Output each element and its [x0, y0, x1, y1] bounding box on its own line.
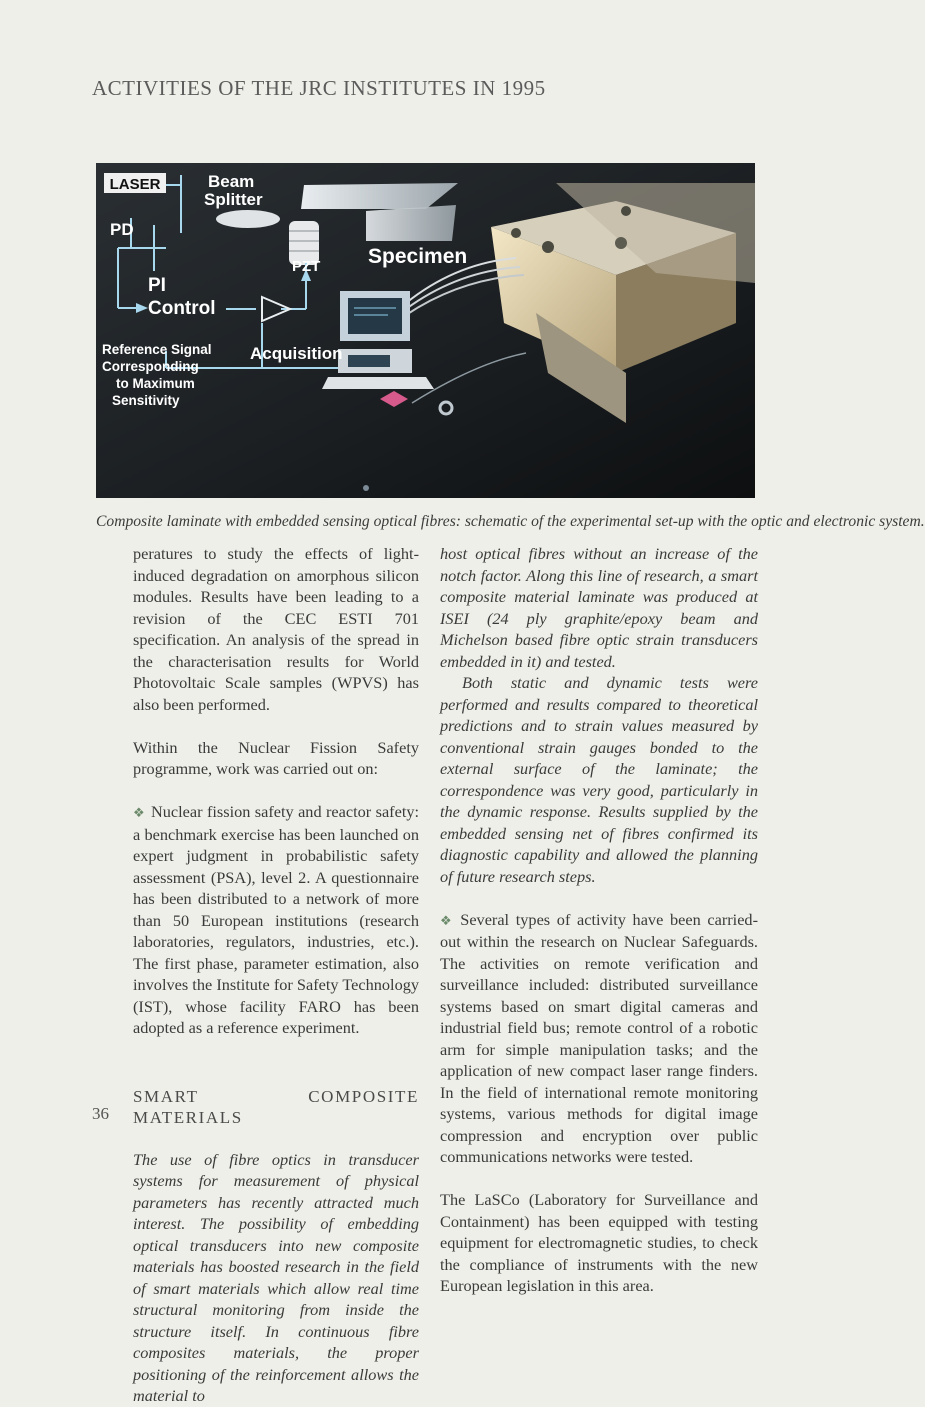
reference-signal-line-3: to Maximum: [116, 376, 195, 391]
pzt-label: PZT: [292, 258, 321, 275]
control-label: Control: [148, 298, 216, 319]
figure-caption: Composite laminate with embedded sensing optical fibres: schematic of the experimental set-up with the optic and electronic system.: [96, 513, 925, 530]
diamond-bullet-icon: ❖: [440, 912, 455, 928]
left-bullet-item: [133, 801, 419, 1039]
right-bullet-text: Several types of activity have been carried-out within the research on Nuclear Safeguards. The activities on remote verification and surveillance included: distributed surveillance systems based on smart digital cameras and industrial field bus; remote control of a robotic arm for simple manipulation tasks; and the application of new compact laser range finders. In the field of international remote monitoring systems, various methods for digital image compression and encryption over public communications networks were tested.: [440, 909, 758, 1166]
left-paragraph-2: Within the Nuclear Fission Safety programme, work was carried out on:: [133, 737, 419, 778]
left-bullet-text: Nuclear fission safety and reactor safety: a benchmark exercise has been launched on expert judgment in probabilistic safety assessment (PSA), level 2. A questionnaire has been distributed to a network of more than 50 European institutions (research laboratories, regulators, industries, etc.). The first phase, parameter estimation, also involves the Institute for Safety Technology (IST), whose facility FARO has been adopted as a reference experiment.: [133, 802, 420, 1037]
left-column: [133, 543, 419, 1407]
experimental-setup-figure: [96, 163, 755, 498]
section-heading: SMART COMPOSITE MATERIALS: [133, 1086, 419, 1127]
splitter-lens: [216, 210, 280, 228]
fibre-coupler-plate: [366, 205, 456, 241]
pd-label: PD: [110, 220, 134, 239]
beam-label: Beam: [208, 172, 255, 191]
laser-label: LASER: [109, 176, 161, 193]
left-paragraph-3: The use of fibre optics in transducer systems for measurement of physical parameters has recently attracted much interest. The possibility of embedding optical transducers into new composite materials has boosted research in the field of smart materials which allow real time structural monitoring from inside the structure itself. In continuous fibre composites materials, the proper positioning of the reinforcement allows the material to: [133, 1149, 419, 1405]
right-paragraph-1: host optical fibres without an increase of the notch factor. Along this line of research, a smart composite material laminate was produced at ISEI (24 ply graphite/epoxy beam and Michelson based fibre optic strain transducers embedded in it) and tested.: [440, 544, 758, 671]
diamond-bullet-icon: ❖: [133, 805, 146, 820]
reference-signal-line-1: Reference Signal: [102, 342, 212, 357]
reference-signal-line-2: Corresponding: [102, 359, 199, 374]
acquisition-label: Acquisition: [250, 344, 343, 363]
right-column: [440, 543, 758, 1297]
setup-schematic: [96, 163, 755, 498]
page-number: 36: [92, 1104, 109, 1123]
reference-signal-line-4: Sensitivity: [112, 393, 180, 408]
right-paragraph-3: The LaSCo (Laboratory for Surveillance and Containment) has been equipped with testing equipment for electromagnetic studies, to check the compliance of instruments with the new European legislation in this area.: [440, 1190, 758, 1295]
pi-label: PI: [148, 275, 166, 296]
left-paragraph-1: peratures to study the effects of light-induced degradation on amorphous silicon modules. Results have been leading to a revision of the CEC ESTI 701 specification. An analysis of the spread in the characterisation results for World Photovoltaic Scale samples (WPVS) has also been performed.: [133, 544, 419, 714]
running-header: ACTIVITIES OF THE JRC INSTITUTES IN 1995: [92, 76, 546, 100]
specimen-label: Specimen: [368, 245, 468, 268]
splitter-label: Splitter: [204, 190, 263, 209]
right-paragraph-2: Both static and dynamic tests were performed and results compared to theoretical predictions and to strain values measured by conventional strain gauges bonded to the external surface of the laminate; the correspondence was very good, particularly in the dynamic response. Results supplied by the embedded sensing net of fibres confirmed its diagnostic capability and allowed the planning of future research steps.: [440, 673, 758, 886]
right-bullet-item: [440, 909, 758, 1168]
